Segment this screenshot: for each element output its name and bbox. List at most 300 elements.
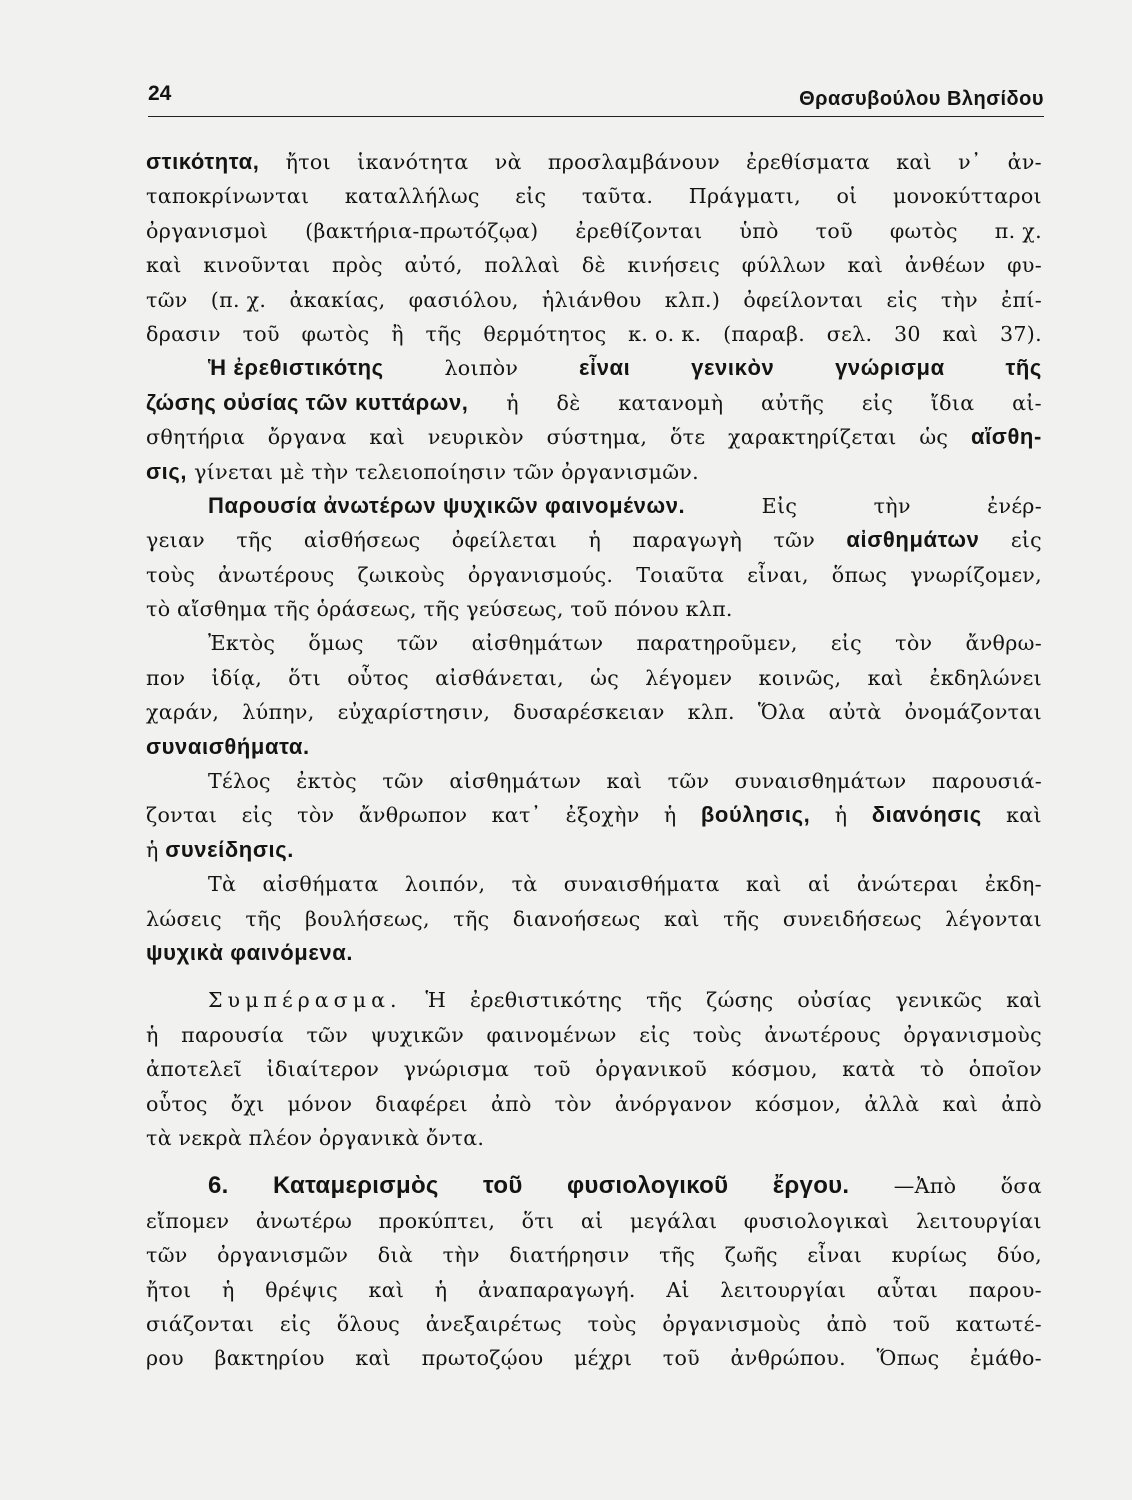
- bold-term: συναισθήματα.: [146, 733, 310, 759]
- word: εἰς: [241, 803, 273, 828]
- word: τῆς: [245, 906, 282, 931]
- page-body: [146, 145, 1042, 1376]
- word: οὐσίας: [797, 988, 872, 1013]
- word: καὶ: [1006, 988, 1042, 1013]
- word: ὅτι: [288, 665, 322, 690]
- word: καὶ: [746, 872, 782, 897]
- text-line: [146, 558, 1042, 592]
- word: ἐκτὸς: [296, 769, 358, 794]
- word: τῆς: [273, 597, 310, 622]
- word: σύστημα,: [546, 425, 648, 450]
- text-line: [146, 1121, 1042, 1155]
- text-line: [146, 902, 1042, 936]
- word: ὀργανισμοὺς: [903, 1022, 1042, 1047]
- word: παρου-: [968, 1277, 1042, 1302]
- word: βακτηρίου: [214, 1346, 325, 1371]
- word: (βακτήρια-πρωτόζῳα): [305, 218, 539, 243]
- word: ἐξοχὴν: [565, 803, 640, 828]
- word: παρατηροῦμεν,: [636, 631, 798, 656]
- word: τὸ: [146, 597, 171, 622]
- word: ζωικοὺς: [357, 562, 445, 587]
- word: οὗτος: [347, 665, 409, 690]
- word: ἐρεθίσματα: [746, 150, 871, 174]
- word: νευρικὸν: [427, 425, 524, 450]
- word: ἀλλὰ: [864, 1091, 920, 1116]
- word: ἡλιάνθου: [541, 287, 642, 312]
- word: τοῦ: [892, 1311, 931, 1336]
- word: εἰς: [639, 1022, 671, 1047]
- word: τῆς: [425, 321, 462, 346]
- word: πολλαὶ: [484, 253, 561, 278]
- word: βουλήσεως,: [305, 906, 430, 931]
- word: αἰσθήσεως: [303, 528, 421, 553]
- word: φωτὸς: [301, 321, 370, 346]
- word: σθητήρια: [146, 425, 246, 450]
- text-line: [146, 1238, 1042, 1272]
- word: Ἡ: [425, 988, 447, 1013]
- text-line: [146, 248, 1042, 282]
- word: γνωρίζομεν,: [910, 562, 1042, 587]
- word: ἐρεθιστικότης: [470, 988, 623, 1013]
- word: τὴν: [940, 287, 978, 312]
- word: ὄχι: [230, 1091, 265, 1116]
- word: ἡ: [146, 837, 159, 862]
- word: φυσιολογικαὶ: [743, 1208, 890, 1233]
- word: ἀνώτεραι: [856, 872, 959, 897]
- word: ἄνθρωπον: [358, 803, 468, 828]
- text-line: [146, 523, 1042, 557]
- word: κ. ο. κ.: [628, 321, 702, 346]
- word: αἰσθάνεται,: [435, 665, 564, 690]
- word: εἰς: [886, 287, 918, 312]
- word: κοινῶς,: [758, 665, 842, 690]
- word: 30: [894, 321, 921, 346]
- word: ταῦτα.: [581, 184, 654, 209]
- text-line: [146, 1341, 1042, 1375]
- word: διαφέρει: [375, 1091, 468, 1116]
- word: τὸν: [895, 631, 933, 656]
- word: ὡς: [590, 665, 620, 690]
- text-line: [146, 695, 1042, 729]
- text-line: [146, 661, 1042, 695]
- word: φύλλων: [741, 253, 826, 278]
- word: τὸ: [919, 1057, 945, 1082]
- word: τῆς: [659, 1243, 696, 1268]
- bold-term: αἴσθη-: [970, 424, 1042, 450]
- word: καὶ: [355, 1346, 392, 1371]
- word: μόνον: [287, 1091, 353, 1116]
- word: πόνου: [614, 597, 679, 622]
- word: καὶ: [146, 253, 182, 278]
- word: συναισθήματα: [563, 872, 720, 897]
- word: ὀργανισμοὺς: [662, 1311, 801, 1336]
- word: ἀναπαραγωγή.: [478, 1277, 636, 1302]
- word: καὶ: [847, 253, 884, 278]
- word: ἢ: [391, 321, 404, 346]
- word: ὀφείλεται: [451, 528, 558, 553]
- word: ἴδια: [930, 390, 975, 415]
- word: Ὅπως: [876, 1346, 940, 1371]
- bold-term: βούλησις,: [700, 802, 811, 828]
- text-line: [146, 626, 1042, 660]
- word: αἰσθημάτων: [471, 631, 604, 656]
- word: ἀνωτέρους: [764, 1022, 881, 1047]
- word: κινήσεις: [627, 253, 721, 278]
- word: ἐπί-: [1001, 287, 1042, 312]
- page-header: [148, 82, 1044, 117]
- word: ὀφείλονται: [743, 287, 864, 312]
- word: νεκρὰ: [178, 1125, 243, 1150]
- text-line: [146, 489, 1042, 523]
- word: ρου: [146, 1346, 184, 1371]
- word: σιάζονται: [146, 1311, 255, 1336]
- word: κατανομὴ: [618, 390, 724, 415]
- word: διανοήσεως: [512, 906, 641, 931]
- word: εἰς: [1010, 528, 1042, 553]
- word: Ὅλα: [757, 700, 806, 725]
- text-line: [146, 1169, 1042, 1203]
- text-line: [146, 798, 1042, 832]
- word: Εἰς: [761, 493, 798, 518]
- word: ἡ: [588, 528, 602, 553]
- word: τοῦ: [242, 321, 280, 346]
- bold-term: σις,: [146, 458, 188, 484]
- text-line: [146, 592, 1042, 626]
- word: αἴσθημα: [176, 597, 268, 622]
- word: δὲ: [556, 390, 581, 415]
- bold-term: ἔργου.: [772, 1172, 850, 1200]
- word: ὀργανικὰ: [318, 1125, 420, 1150]
- word: λέγονται: [945, 906, 1042, 931]
- text-line: [146, 386, 1042, 420]
- word: καὶ: [1006, 803, 1042, 828]
- word: Αἱ: [666, 1277, 690, 1302]
- word: ἡ: [506, 390, 519, 415]
- word: λώσεις: [146, 906, 222, 931]
- word: ὀργανισμῶν.: [561, 459, 699, 484]
- word: καὶ: [369, 425, 406, 450]
- word: εἰς: [830, 631, 863, 656]
- word: τοὺς: [692, 1022, 742, 1047]
- word: ἐκδηλώνει: [929, 665, 1042, 690]
- word: Τέλος: [208, 769, 271, 794]
- word: παραγωγὴ: [632, 528, 743, 553]
- word: τοῦ: [662, 1346, 700, 1371]
- word: τῆς: [646, 988, 683, 1013]
- word: τὴν: [311, 459, 349, 484]
- word: τὰ: [511, 872, 538, 897]
- word: λέγομεν: [645, 665, 733, 690]
- word: καὶ: [942, 321, 979, 346]
- word: εἰς: [515, 184, 547, 209]
- word: ὀργανισμοὶ: [146, 218, 269, 243]
- word: Τὰ: [208, 872, 237, 897]
- word: αἰ-: [1012, 390, 1042, 415]
- word: δύο,: [996, 1243, 1042, 1268]
- word: ζώσης: [706, 988, 774, 1013]
- text-line: [146, 764, 1042, 798]
- text-line: [146, 351, 1042, 385]
- word: ἡ: [434, 1277, 448, 1302]
- word: κλπ.: [685, 597, 733, 622]
- word: πον: [146, 665, 186, 690]
- bold-term: στικότητα,: [146, 149, 260, 174]
- word: κλπ.): [664, 287, 721, 312]
- word: μεγάλαι: [629, 1208, 718, 1233]
- word: πρωτοζῴου: [421, 1346, 544, 1371]
- word: αἱ: [580, 1208, 604, 1233]
- word: τὰ: [146, 1125, 172, 1150]
- word: διατήρησιν: [509, 1243, 630, 1268]
- word: Ἐκτὸς: [208, 631, 276, 656]
- word: ἐρεθίζονται: [575, 218, 703, 243]
- word: εἶναι: [807, 1243, 863, 1268]
- word: ἡ: [221, 1277, 235, 1302]
- word: γενικῶς: [895, 988, 983, 1013]
- word: αὐτῆς: [761, 390, 825, 415]
- text-line: [146, 420, 1042, 454]
- word: ἀπὸ: [826, 1311, 868, 1336]
- word: ἐκδη-: [984, 872, 1042, 897]
- text-line: [146, 1273, 1042, 1307]
- word: ὅλους: [336, 1311, 401, 1336]
- word: λειτουργίαι: [916, 1208, 1042, 1233]
- word: ὄντα.: [425, 1125, 485, 1150]
- word: ὀργανισμῶν: [217, 1243, 349, 1268]
- text-line: [146, 179, 1042, 213]
- word: ὅτι: [521, 1208, 555, 1233]
- word: δυσαρέσκειαν: [513, 700, 665, 725]
- word: ὑπὸ: [739, 218, 779, 243]
- bold-term: 6.: [208, 1172, 229, 1200]
- word: γειαν: [146, 528, 205, 553]
- word: μονοκύτταροι: [892, 184, 1042, 209]
- word: ἤτοι: [285, 150, 331, 174]
- word: τῶν: [667, 769, 710, 794]
- word: καὶ: [606, 769, 643, 794]
- word: (παραβ.: [723, 321, 806, 346]
- word: ἡ: [146, 1022, 159, 1047]
- word: λειτουργίαι: [720, 1277, 847, 1302]
- word: χαρακτηρίζεται: [728, 425, 897, 450]
- word: καὶ: [368, 1277, 405, 1302]
- word: τοῦ: [533, 1057, 571, 1082]
- word: προσλαμβάνουν: [547, 150, 721, 174]
- word: ἐνέρ-: [987, 493, 1042, 518]
- bold-term: ζώσης οὐσίας τῶν κυττάρων,: [146, 389, 469, 415]
- word: Συμπέρασμα.: [208, 988, 402, 1013]
- word: κλπ.: [687, 700, 735, 725]
- word: ὅσα: [1000, 1174, 1042, 1199]
- word: ζωῆς: [724, 1243, 778, 1268]
- word: αὗται: [876, 1277, 939, 1302]
- word: μὲ: [279, 459, 305, 484]
- word: τῶν: [773, 528, 816, 553]
- word: ἀνωτέρους: [218, 562, 335, 587]
- word: νὰ: [494, 150, 522, 174]
- word: αἱ: [808, 872, 831, 897]
- word: παρουσιά-: [931, 769, 1042, 794]
- word: —Ἀπὸ: [893, 1174, 957, 1199]
- word: π. χ.: [994, 218, 1042, 243]
- word: ὅπως: [831, 562, 888, 587]
- word: ἰδιαίτερον: [266, 1057, 380, 1082]
- word: 37).: [999, 321, 1042, 346]
- word: κυρίως: [891, 1243, 968, 1268]
- word: μέχρι: [573, 1346, 633, 1371]
- text-line: [146, 1204, 1042, 1238]
- word: ἤτοι: [146, 1277, 192, 1302]
- word: ἀνόργανον: [614, 1091, 733, 1116]
- text-line: [146, 1052, 1042, 1086]
- word: συνειδήσεως: [782, 906, 922, 931]
- word: θερμότητος: [483, 321, 607, 346]
- word: σελ.: [826, 321, 873, 346]
- word: φυ-: [1007, 253, 1042, 278]
- word: παρουσία: [181, 1022, 285, 1047]
- word: ἀνωτέρω: [255, 1208, 353, 1233]
- word: κόσμου,: [731, 1057, 818, 1082]
- word: ἀνθέων: [904, 253, 986, 278]
- text-line: [146, 983, 1042, 1017]
- word: δὲ: [581, 253, 606, 278]
- word: αὐτὰ: [828, 700, 882, 725]
- word: τὴν: [442, 1243, 480, 1268]
- word: ταποκρίνωνται: [146, 184, 310, 209]
- word: εἰς: [279, 1311, 312, 1336]
- word: ὀργανικοῦ: [595, 1057, 708, 1082]
- word: τῶν: [512, 459, 555, 484]
- text-line: [146, 1087, 1042, 1121]
- word: τοῦ: [815, 218, 853, 243]
- word: ἀνθρώπου.: [730, 1346, 846, 1371]
- word: αὐτό,: [404, 253, 463, 278]
- text-line: [146, 936, 1042, 970]
- bold-term: φυσιολογικοῦ: [566, 1172, 729, 1200]
- word: οὗτος: [146, 1091, 208, 1116]
- word: ν᾽: [958, 150, 982, 174]
- word: φαινομένων: [486, 1022, 617, 1047]
- word: ἀνεξαιρέτως: [425, 1311, 562, 1336]
- word: ὁράσεως,: [316, 597, 417, 622]
- word: κατὰ: [842, 1057, 896, 1082]
- word: τὸν: [554, 1091, 592, 1116]
- word: ἐμάθο-: [970, 1346, 1042, 1371]
- word: ὅμως: [308, 631, 364, 656]
- word: εἴπομεν: [146, 1208, 230, 1233]
- word: καὶ: [896, 150, 932, 174]
- word: τῶν: [146, 1243, 188, 1268]
- word: ἀπὸ: [490, 1091, 532, 1116]
- word: ἱκανότητα: [357, 150, 469, 174]
- word: Τοιαῦτα: [636, 562, 725, 587]
- word: καὶ: [942, 1091, 979, 1116]
- word: τῶν: [382, 769, 424, 794]
- bold-term: Καταμερισμὸς: [272, 1172, 439, 1200]
- word: φωτὸς: [889, 218, 958, 243]
- word: θρέψις: [265, 1277, 338, 1302]
- word: τελειοποίησιν: [355, 459, 507, 484]
- bold-term: γνώρισμα: [835, 355, 945, 381]
- word: τῆς: [236, 528, 273, 553]
- word: ἀν-: [1007, 150, 1042, 174]
- word: κατ᾽: [491, 803, 542, 828]
- bold-term: ψυχικὰ φαινόμενα.: [146, 939, 354, 965]
- bold-term: αἰσθημάτων: [846, 527, 980, 553]
- word: ὀργανισμούς.: [467, 562, 614, 587]
- word: Πράγματι,: [688, 184, 802, 209]
- word: ψυχικῶν: [370, 1022, 465, 1047]
- text-line: [146, 730, 1042, 764]
- word: ἰδίᾳ,: [211, 665, 263, 690]
- word: κατωτέ-: [955, 1311, 1042, 1336]
- word: χαράν,: [146, 700, 220, 725]
- text-line: [146, 283, 1042, 317]
- word: τὸν: [297, 803, 335, 828]
- word: ἀκακίας,: [289, 287, 386, 312]
- bold-term: τῆς: [1005, 355, 1042, 381]
- word: δρασιν: [146, 321, 221, 346]
- word: τῆς: [723, 906, 760, 931]
- bold-term: συνείδησις.: [165, 836, 294, 862]
- word: καὶ: [664, 906, 700, 931]
- word: τῶν: [396, 631, 439, 656]
- word: τὴν: [873, 493, 911, 518]
- word: τῆς: [453, 906, 490, 931]
- word: τοὺς: [587, 1311, 637, 1336]
- page-number: 24: [148, 82, 172, 105]
- word: κινοῦνται: [203, 253, 311, 278]
- word: εἰς: [861, 390, 894, 415]
- word: ὄργανα: [267, 425, 347, 450]
- text-line: [146, 214, 1042, 248]
- word: ἀπὸ: [1001, 1091, 1042, 1116]
- text-line: [146, 1307, 1042, 1341]
- word: τῶν: [146, 287, 188, 312]
- word: κόσμον,: [755, 1091, 842, 1116]
- word: πλέον: [248, 1125, 313, 1150]
- word: γνώρισμα: [403, 1057, 510, 1082]
- word: τοὺς: [146, 562, 196, 587]
- running-head: Θρασυβούλου Βλησίδου: [799, 88, 1044, 110]
- bold-term: εἶναι: [578, 355, 631, 381]
- word: πρὸς: [332, 253, 383, 278]
- bold-term: Ἡ ἐρεθιστικότης: [208, 355, 384, 381]
- text-line: [146, 867, 1042, 901]
- word: συναισθημάτων: [734, 769, 907, 794]
- word: λοιπὸν: [444, 356, 519, 381]
- text-line: [146, 145, 1042, 179]
- word: ὀνομάζονται: [904, 700, 1042, 725]
- text-line: [146, 1018, 1042, 1052]
- text-line: [146, 455, 1042, 489]
- word: αἰσθήματα: [262, 872, 379, 897]
- word: ὅτε: [669, 425, 706, 450]
- word: (π. χ.: [210, 287, 267, 312]
- word: λύπην,: [242, 700, 315, 725]
- word: ἡ: [663, 803, 677, 828]
- word: ἀποτελεῖ: [146, 1057, 243, 1082]
- word: γεύσεως,: [466, 597, 564, 622]
- word: τῶν: [306, 1022, 349, 1047]
- word: τῆς: [423, 597, 460, 622]
- word: φασιόλου,: [408, 287, 519, 312]
- word: καταλλήλως: [344, 184, 480, 209]
- word: ὁποῖον: [968, 1057, 1042, 1082]
- word: οἱ: [836, 184, 858, 209]
- word: τοῦ: [570, 597, 608, 622]
- word: γίνεται: [194, 459, 274, 484]
